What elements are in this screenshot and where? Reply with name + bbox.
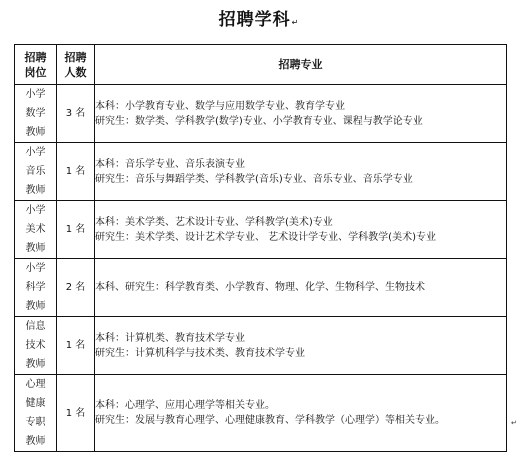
major-cell xyxy=(95,85,507,143)
table-row xyxy=(15,85,507,143)
major-cell xyxy=(95,375,507,452)
paragraph-mark: ↵ xyxy=(511,419,517,427)
count-label: 1 名 xyxy=(65,224,86,235)
document-title-text: 招聘学科 xyxy=(218,10,291,30)
post-cell xyxy=(15,143,57,201)
post-cell xyxy=(15,375,57,452)
document-title xyxy=(0,9,518,34)
header-post-label: 招聘 岗位 xyxy=(24,50,47,79)
major-line: 研究生：数学类、学科教学(数学)专业、小学教育专业、课程与教学论专业 xyxy=(95,115,423,127)
major-line: 本科：心理学、应用心理学等相关专业。 xyxy=(95,400,275,411)
table-row xyxy=(15,201,507,259)
table-row xyxy=(15,259,507,317)
count-cell xyxy=(57,259,95,317)
count-label: 2 名 xyxy=(65,282,86,293)
paragraph-mark: ↵ xyxy=(291,18,300,27)
count-cell xyxy=(57,317,95,375)
count-label: 3 名 xyxy=(65,108,86,119)
count-label: 1 名 xyxy=(65,166,86,177)
header-count-label: 招聘 人数 xyxy=(64,50,87,79)
count-label: 1 名 xyxy=(65,340,86,351)
post-cell xyxy=(15,201,57,259)
post-label: 信息 技术 教师 xyxy=(25,321,46,370)
post-label: 小学 音乐 教师 xyxy=(25,147,46,196)
major-cell xyxy=(95,201,507,259)
major-cell xyxy=(95,143,507,201)
major-cell xyxy=(95,317,507,375)
post-cell xyxy=(15,317,57,375)
header-count xyxy=(57,45,95,85)
major-line: 研究生：美术学类、设计艺术学专业、 艺术设计学专业、学科教学(美术)专业 xyxy=(95,231,436,243)
major-line: 本科：美术学类、艺术设计专业、学科教学(美术)专业 xyxy=(95,216,333,228)
major-line: 本科：计算机类、教育技术学专业 xyxy=(95,332,245,344)
count-cell xyxy=(57,85,95,143)
recruitment-table xyxy=(14,44,507,452)
count-label: 1 名 xyxy=(65,407,86,419)
major-line: 研究生：发展与教育心理学、心理健康教育、学科教学（心理学）等相关专业。 xyxy=(95,415,445,426)
header-post xyxy=(15,45,57,85)
post-label: 心理 健康 专职 教师 xyxy=(25,379,46,447)
count-cell xyxy=(57,143,95,201)
table-row xyxy=(15,143,507,201)
post-label: 小学 科学 教师 xyxy=(25,263,46,312)
major-cell xyxy=(95,259,507,317)
major-line: 研究生：计算机科学与技术类、教育技术学专业 xyxy=(95,347,305,359)
header-major xyxy=(95,45,507,85)
header-major-label: 招聘专业 xyxy=(278,58,323,71)
major-line: 本科：小学教育专业、数学与应用数学专业、教育学专业 xyxy=(95,100,345,112)
major-line: 研究生：音乐与舞蹈学类、学科教学(音乐)专业、音乐专业、音乐学专业 xyxy=(95,173,413,185)
table-row xyxy=(15,317,507,375)
post-cell xyxy=(15,259,57,317)
count-cell xyxy=(57,375,95,452)
post-label: 小学 数学 教师 xyxy=(25,89,46,138)
post-cell xyxy=(15,85,57,143)
table-header-row xyxy=(15,45,507,85)
post-label: 小学 美术 教师 xyxy=(25,205,46,254)
major-line: 本科、研究生：科学教育类、小学教育、物理、化学、生物科学、生物技术 xyxy=(95,282,425,293)
table-row xyxy=(15,375,507,452)
major-line: 本科：音乐学专业、音乐表演专业 xyxy=(95,158,245,170)
count-cell xyxy=(57,201,95,259)
